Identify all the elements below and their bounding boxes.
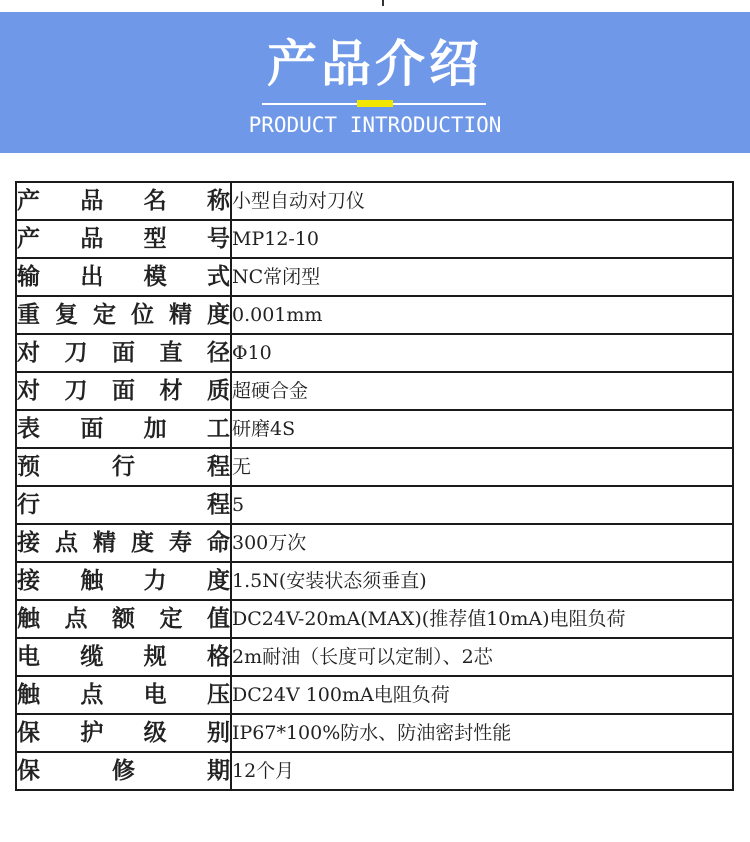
spec-label <box>17 411 230 447</box>
spec-label-cell <box>16 524 231 562</box>
spec-row <box>16 676 733 714</box>
spec-label-cell <box>16 714 231 752</box>
top-marker <box>382 0 384 6</box>
spec-label-char: 定 <box>159 605 183 632</box>
spec-label-char: 号 <box>206 225 230 252</box>
spec-label-char: 值 <box>207 605 230 632</box>
spec-row <box>16 258 733 296</box>
spec-label-char: 接 <box>17 567 40 594</box>
spec-row <box>16 486 733 524</box>
spec-label-char: 复 <box>55 301 78 328</box>
spec-label-char: 输 <box>17 263 40 290</box>
spec-label-char: 电 <box>143 681 167 708</box>
spec-label-cell <box>16 448 231 486</box>
spec-label-char: 品 <box>80 187 104 214</box>
spec-label-char: 名 <box>143 187 167 214</box>
spec-label-char: 点 <box>80 681 104 708</box>
spec-value: 无 <box>231 448 733 486</box>
spec-table <box>15 181 734 791</box>
spec-label-char: 加 <box>143 415 167 442</box>
spec-value: NC常闭型 <box>231 258 733 296</box>
spec-value: 小型自动对刀仪 <box>231 182 733 220</box>
spec-label-char: 对 <box>17 339 40 366</box>
spec-label <box>17 639 230 675</box>
spec-label-char: 表 <box>17 415 40 442</box>
spec-value: MP12-10 <box>231 220 733 258</box>
spec-label-char: 直 <box>159 339 183 366</box>
spec-label <box>17 677 230 713</box>
spec-label-char: 触 <box>17 681 40 708</box>
spec-label <box>17 297 230 333</box>
spec-label-char: 产 <box>17 187 40 214</box>
spec-label-cell <box>16 220 231 258</box>
spec-row <box>16 714 733 752</box>
spec-label-char: 电 <box>17 643 40 670</box>
spec-label-char: 刀 <box>64 377 88 404</box>
spec-label <box>17 335 230 371</box>
spec-label-char: 程 <box>207 453 230 480</box>
banner-title: 产品介绍 <box>267 34 483 93</box>
spec-value: 研磨4S <box>231 410 733 448</box>
spec-label-char: 修 <box>112 757 135 784</box>
spec-row <box>16 296 733 334</box>
spec-label-char: 面 <box>80 415 104 442</box>
spec-value: 1.5N(安装状态须垂直) <box>231 562 733 600</box>
spec-label-cell <box>16 334 231 372</box>
spec-label-char: 面 <box>112 377 135 404</box>
spec-label-cell <box>16 258 231 296</box>
spec-row <box>16 220 733 258</box>
spec-value: DC24V-20mA(MAX)(推荐值10mA)电阻负荷 <box>231 600 733 638</box>
spec-label-char: 定 <box>93 301 116 328</box>
spec-label-char: 保 <box>17 757 40 784</box>
spec-label-char: 精 <box>93 529 116 556</box>
spec-label-char: 点 <box>64 605 88 632</box>
header-banner <box>0 12 750 153</box>
spec-label-char: 级 <box>143 719 167 746</box>
spec-row <box>16 182 733 220</box>
spec-label-char: 缆 <box>80 643 104 670</box>
spec-label <box>17 563 230 599</box>
spec-label <box>17 601 230 637</box>
spec-label-char: 度 <box>131 529 154 556</box>
spec-label <box>17 183 230 219</box>
spec-row <box>16 638 733 676</box>
spec-label <box>17 715 230 751</box>
spec-label-char: 式 <box>206 263 230 290</box>
spec-label-char: 点 <box>55 529 78 556</box>
spec-value: 300万次 <box>231 524 733 562</box>
spec-label-char: 位 <box>131 301 154 328</box>
spec-row <box>16 752 733 790</box>
spec-label <box>17 221 230 257</box>
spec-label-char: 径 <box>207 339 230 366</box>
spec-label-char: 刀 <box>64 339 88 366</box>
spec-label-char: 力 <box>143 567 167 594</box>
spec-label-char: 称 <box>206 187 230 214</box>
spec-label-char: 度 <box>206 567 230 594</box>
spec-label-char: 品 <box>80 225 104 252</box>
spec-label-char: 产 <box>17 225 40 252</box>
spec-label-cell <box>16 638 231 676</box>
spec-label-char: 规 <box>143 643 167 670</box>
spec-label-char: 材 <box>159 377 183 404</box>
spec-label-char: 触 <box>17 605 40 632</box>
spec-label-char: 对 <box>17 377 40 404</box>
spec-label-char: 压 <box>206 681 230 708</box>
spec-label-char: 别 <box>206 719 230 746</box>
spec-label-cell <box>16 600 231 638</box>
spec-value: IP67*100%防水、防油密封性能 <box>231 714 733 752</box>
spec-value: 0.001mm <box>231 296 733 334</box>
spec-value: 12个月 <box>231 752 733 790</box>
spec-label-cell <box>16 486 231 524</box>
spec-row <box>16 372 733 410</box>
spec-label-char: 期 <box>207 757 230 784</box>
spec-label-char: 型 <box>143 225 167 252</box>
spec-label <box>17 259 230 295</box>
spec-label-char: 接 <box>17 529 40 556</box>
spec-label-char: 格 <box>206 643 230 670</box>
spec-label-char: 额 <box>112 605 135 632</box>
spec-label <box>17 487 230 523</box>
spec-label-char: 精 <box>169 301 192 328</box>
spec-label-char: 程 <box>207 491 230 518</box>
spec-value: Φ10 <box>231 334 733 372</box>
spec-label-cell <box>16 296 231 334</box>
spec-label-char: 触 <box>80 567 104 594</box>
spec-value: 5 <box>231 486 733 524</box>
spec-label-char: 面 <box>112 339 135 366</box>
spec-label-char: 工 <box>206 415 230 442</box>
spec-label-char: 预 <box>17 453 40 480</box>
spec-label-cell <box>16 410 231 448</box>
spec-label-char: 行 <box>112 453 135 480</box>
spec-row <box>16 524 733 562</box>
spec-label-char: 模 <box>143 263 167 290</box>
spec-label-char: 保 <box>17 719 40 746</box>
spec-row <box>16 410 733 448</box>
spec-row <box>16 600 733 638</box>
spec-label-cell <box>16 562 231 600</box>
spec-label-char: 质 <box>207 377 230 404</box>
spec-value: 2m耐油（长度可以定制）、2芯 <box>231 638 733 676</box>
spec-label-char: 度 <box>207 301 230 328</box>
spec-label <box>17 753 230 789</box>
spec-label <box>17 525 230 561</box>
spec-row <box>16 334 733 372</box>
spec-row <box>16 448 733 486</box>
spec-label-char: 重 <box>17 301 40 328</box>
spec-label-cell <box>16 182 231 220</box>
spec-label <box>17 449 230 485</box>
spec-label-char: 命 <box>207 529 230 556</box>
spec-label-char: 寿 <box>169 529 192 556</box>
spec-label <box>17 373 230 409</box>
spec-label-cell <box>16 372 231 410</box>
spec-label-char: 出 <box>80 263 104 290</box>
spec-value: DC24V 100mA电阻负荷 <box>231 676 733 714</box>
banner-subtitle: PRODUCT INTRODUCTION <box>248 113 502 137</box>
spec-label-char: 护 <box>80 719 104 746</box>
spec-label-char: 行 <box>17 491 40 518</box>
spec-value: 超硬合金 <box>231 372 733 410</box>
spec-label-cell <box>16 752 231 790</box>
spec-label-cell <box>16 676 231 714</box>
spec-row <box>16 562 733 600</box>
